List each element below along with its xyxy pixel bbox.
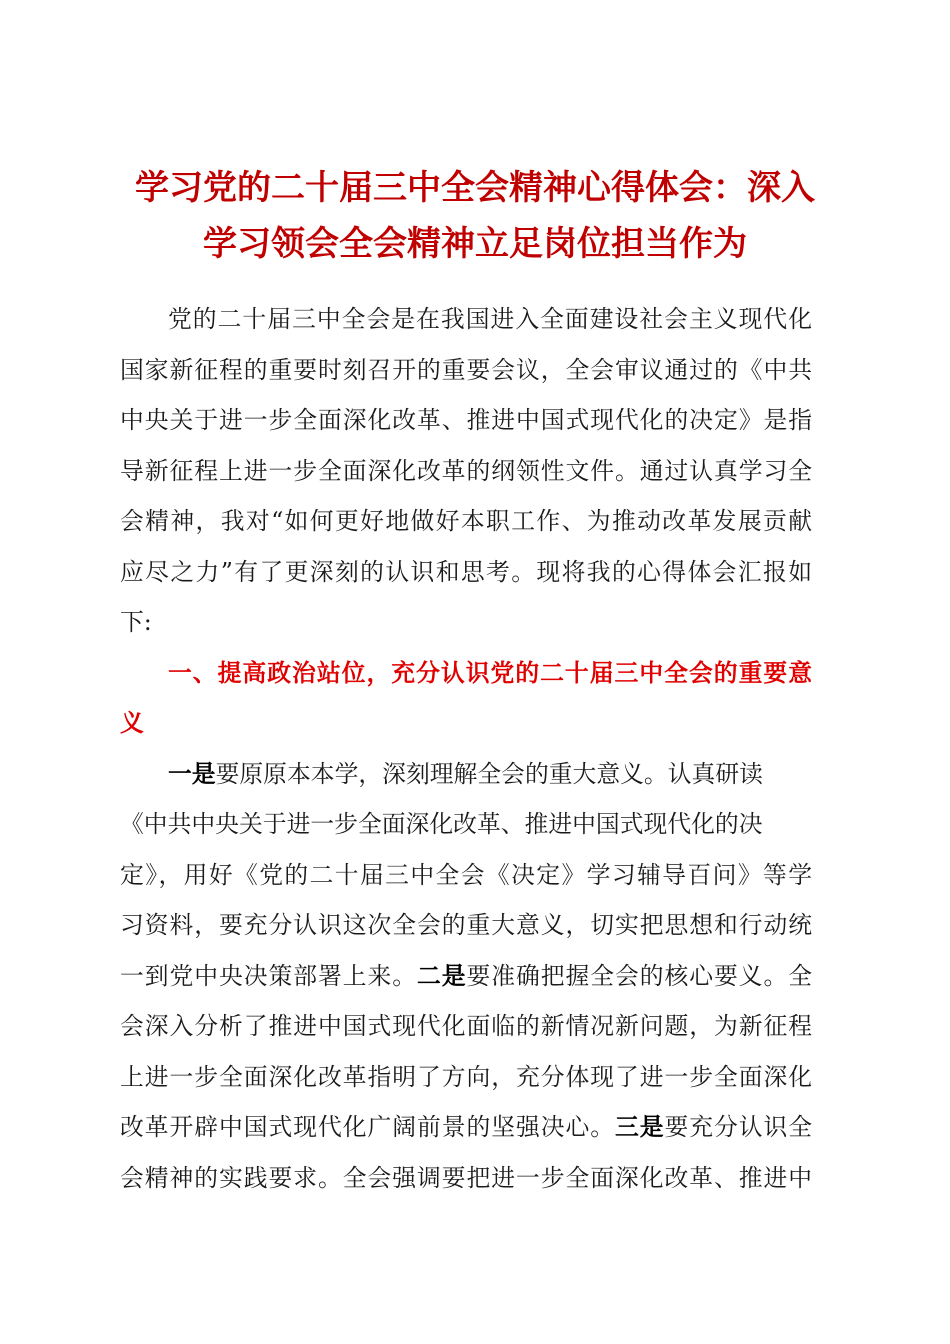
- section-line: 会精神的实践要求。全会强调要把进一步全面深化改革、推进中: [120, 1163, 812, 1192]
- intro-line: 国家新征程的重要时刻召开的重要会议，全会审议通过的《中共: [120, 355, 812, 384]
- intro-line: 中央关于进一步全面深化改革、推进中国式现代化的决定》是指: [120, 406, 812, 434]
- lead-label: 三是: [614, 1113, 665, 1141]
- section-line: 习资料，要充分认识这次全会的重大意义，切实把思想和行动统: [120, 911, 812, 939]
- title-line-1: 学习党的二十届三中全会精神心得体会：深入: [135, 168, 815, 208]
- section-heading-line: 一、提高政治站位，充分认识党的二十届三中全会的重要意: [168, 658, 812, 687]
- section-heading-line: 义: [120, 709, 144, 737]
- document-body: [120, 294, 812, 1203]
- intro-line: 下:: [120, 608, 152, 636]
- section-line: 上进一步全面深化改革指明了方向，充分体现了进一步全面深化: [120, 1062, 812, 1091]
- section-line: 会深入分析了推进中国式现代化面临的新情况新问题，为新征程: [120, 1012, 812, 1040]
- section-text: 要原原本本学，深刻理解全会的重大意义。认真研读: [215, 759, 763, 788]
- section-text: 要准确把握全会的核心要义。全: [466, 961, 813, 990]
- section-line: 定》，用好《党的二十届三中全会《决定》学习辅导百问》等学: [120, 860, 812, 889]
- section-text: 改革开辟中国式现代化广阔前景的坚强决心。: [120, 1113, 615, 1141]
- intro-line: 会精神，我对“如何更好地做好本职工作、为推动改革发展贡献: [120, 507, 812, 535]
- intro-line: 导新征程上进一步全面深化改革的纲领性文件。通过认真学习全: [120, 456, 812, 485]
- section-text: 一到党中央决策部署上来。: [120, 961, 417, 990]
- document-title: [100, 160, 850, 272]
- section-line: [120, 749, 812, 800]
- section-line: [120, 1102, 812, 1153]
- lead-label: 二是: [416, 961, 467, 990]
- intro-line: 党的二十届三中全会是在我国进入全面建设社会主义现代化: [168, 305, 812, 333]
- section-text: 要充分认识全: [664, 1113, 813, 1141]
- section-line: [120, 951, 812, 1002]
- title-line-2: 学习领会全会精神立足岗位担当作为: [203, 224, 747, 264]
- lead-label: 一是: [168, 759, 216, 788]
- intro-line: 应尽之力”有了更深刻的认识和思考。现将我的心得体会汇报如: [120, 557, 812, 586]
- section-line: 《中共中央关于进一步全面深化改革、推进中国式现代化的决: [120, 810, 763, 838]
